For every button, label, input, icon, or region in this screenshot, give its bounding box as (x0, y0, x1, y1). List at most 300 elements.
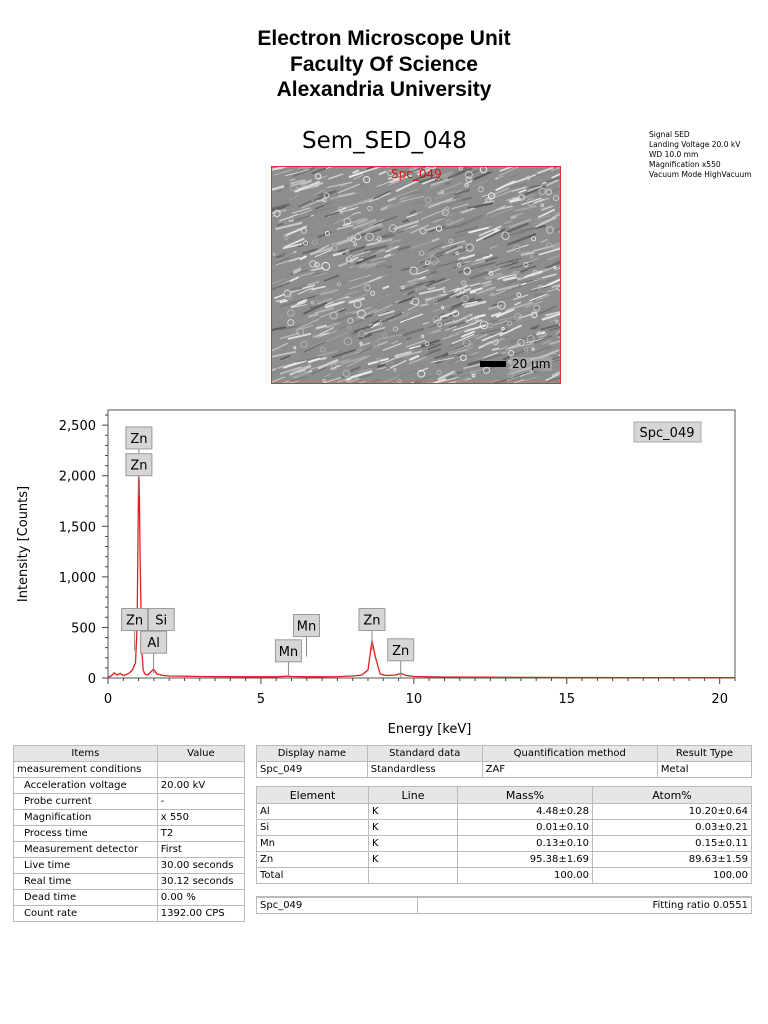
texture-stroke (556, 380, 560, 383)
mass-cell: 100.00 (458, 868, 593, 884)
texture-stroke (403, 220, 408, 221)
texture-particle (466, 177, 471, 182)
sem-meta-line: Signal SED (649, 130, 690, 139)
texture-particle (390, 247, 393, 250)
table-row (257, 852, 752, 868)
texture-particle (475, 318, 478, 321)
texture-stroke (523, 173, 529, 175)
texture-stroke (274, 170, 292, 175)
texture-particle (323, 379, 326, 382)
texture-stroke (442, 284, 448, 286)
texture-stroke (272, 216, 274, 218)
plot-area (108, 410, 735, 678)
texture-stroke (345, 291, 358, 295)
texture-particle (354, 301, 361, 308)
element-cell: Si (257, 820, 369, 836)
texture-stroke (272, 343, 287, 353)
texture-stroke (272, 279, 284, 284)
condition-item: Live time (14, 858, 158, 874)
condition-item: Count rate (14, 906, 158, 922)
texture-particle (294, 347, 296, 349)
texture-stroke (392, 341, 398, 344)
col-header-standard-data: Standard data (367, 746, 482, 762)
texture-particle (382, 333, 387, 338)
texture-particle (555, 320, 558, 323)
texture-stroke (364, 365, 378, 370)
texture-stroke (407, 214, 417, 217)
texture-particle (354, 243, 357, 246)
texture-particle (393, 327, 397, 331)
col-header-value: Value (157, 746, 244, 762)
texture-stroke (539, 280, 559, 289)
texture-stroke (476, 221, 489, 226)
texture-particle (539, 285, 542, 288)
texture-stroke (284, 360, 305, 367)
texture-stroke (548, 171, 557, 175)
texture-particle (343, 370, 349, 376)
atom-cell: 10.20±0.64 (593, 804, 752, 820)
texture-stroke (470, 283, 481, 286)
measurement-conditions-table (13, 745, 245, 922)
x-tick-label: 20 (711, 692, 728, 707)
texture-stroke (550, 339, 560, 344)
texture-stroke (541, 240, 547, 243)
element-cell: Mn (257, 836, 369, 852)
atom-cell: 89.63±1.59 (593, 852, 752, 868)
texture-stroke (527, 258, 538, 262)
peak-label-text: Zn (130, 458, 148, 474)
sem-image-title: Sem_SED_048 (302, 128, 467, 154)
texture-stroke (404, 329, 423, 335)
line-cell: K (369, 804, 458, 820)
texture-stroke (337, 225, 353, 229)
condition-value (157, 762, 244, 778)
texture-particle (366, 233, 374, 241)
texture-stroke (399, 247, 409, 250)
condition-value: 20.00 kV (157, 778, 244, 794)
y-tick-label: 0 (87, 672, 96, 687)
texture-particle (360, 342, 362, 344)
texture-stroke (309, 314, 318, 316)
texture-stroke (277, 190, 282, 192)
texture-stroke (327, 182, 352, 187)
texture-particle (398, 380, 401, 383)
texture-stroke (317, 176, 327, 179)
sem-metadata (649, 130, 752, 180)
texture-stroke (273, 180, 288, 185)
texture-particle (371, 291, 375, 295)
condition-value: 30.12 seconds (157, 874, 244, 890)
texture-stroke (483, 281, 491, 283)
element-cell: Zn (257, 852, 369, 868)
texture-stroke (378, 335, 402, 340)
condition-item: Acceleration voltage (14, 778, 158, 794)
condition-value: - (157, 794, 244, 810)
texture-stroke (457, 372, 461, 373)
table-row (257, 836, 752, 852)
texture-stroke (433, 239, 439, 241)
texture-stroke (476, 358, 482, 360)
texture-particle (394, 368, 397, 371)
texture-particle (364, 177, 370, 183)
table-row (14, 778, 245, 794)
texture-stroke (374, 216, 397, 224)
texture-stroke (383, 286, 388, 288)
texture-particle (368, 206, 372, 210)
condition-value: 30.00 seconds (157, 858, 244, 874)
element-cell: Total (257, 868, 369, 884)
texture-stroke (302, 202, 315, 207)
texture-stroke (272, 272, 275, 275)
eds-spectrum-chart (0, 400, 768, 745)
texture-particle (337, 283, 340, 286)
texture-stroke (491, 246, 497, 248)
texture-stroke (512, 349, 528, 355)
texture-stroke (301, 256, 306, 258)
texture-stroke (351, 367, 360, 371)
texture-particle (554, 266, 556, 268)
fitting-ratio: Fitting ratio 0.0551 (417, 897, 751, 914)
sem-micrograph (271, 166, 561, 384)
x-axis-label: Energy [keV] (387, 722, 472, 737)
texture-stroke (357, 192, 361, 194)
texture-particle (420, 228, 426, 234)
texture-stroke (272, 282, 290, 289)
texture-particle (480, 167, 486, 173)
table-row (14, 810, 245, 826)
table-row (257, 804, 752, 820)
texture-stroke (524, 377, 537, 381)
texture-particle (441, 306, 443, 308)
texture-stroke (317, 326, 326, 328)
peak-label-text: Al (147, 636, 160, 652)
table-row (257, 897, 752, 914)
texture-stroke (539, 334, 546, 337)
texture-stroke (504, 221, 512, 223)
line-cell: K (369, 820, 458, 836)
texture-stroke (410, 241, 435, 249)
texture-stroke (388, 267, 392, 268)
texture-stroke (309, 290, 314, 292)
quantification-results-table (256, 786, 752, 884)
sem-meta-line: Vacuum Mode HighVacuum (649, 170, 752, 179)
footer-spectrum-name: Spc_049 (257, 897, 418, 914)
texture-stroke (519, 190, 525, 193)
table-row (257, 762, 752, 778)
texture-particle (531, 255, 533, 257)
sem-meta-line: Magnification x550 (649, 160, 721, 169)
peak-label-text: Zn (126, 613, 144, 629)
result-type-cell: Metal (657, 762, 751, 778)
texture-stroke (552, 174, 559, 177)
texture-stroke (283, 381, 288, 383)
university-name: Alexandria University (276, 78, 492, 101)
texture-particle (273, 253, 275, 255)
texture-stroke (424, 266, 428, 267)
peak-label-text: Si (155, 613, 168, 629)
texture-stroke (445, 183, 450, 184)
texture-stroke (296, 319, 319, 330)
peak-label-text: Mn (278, 644, 299, 660)
texture-stroke (410, 356, 418, 359)
texture-stroke (379, 172, 385, 174)
col-header-line: Line (369, 787, 458, 804)
texture-stroke (408, 292, 414, 295)
texture-stroke (360, 335, 371, 339)
legend-label: Spc_049 (639, 426, 695, 441)
y-tick-label: 2,500 (58, 419, 96, 435)
texture-stroke (377, 293, 392, 299)
mass-cell: 4.48±0.28 (458, 804, 593, 820)
texture-stroke (552, 357, 559, 360)
texture-stroke (522, 278, 543, 283)
table-row (257, 868, 752, 884)
texture-particle (332, 246, 337, 251)
texture-particle (532, 348, 534, 350)
condition-item: Magnification (14, 810, 158, 826)
texture-particle (509, 350, 514, 355)
texture-stroke (399, 370, 415, 377)
table-row (14, 842, 245, 858)
texture-particle (402, 286, 404, 288)
texture-stroke (329, 174, 343, 179)
texture-stroke (342, 282, 347, 284)
texture-stroke (551, 188, 560, 192)
texture-stroke (312, 340, 329, 345)
texture-stroke (504, 357, 509, 359)
col-header-atom: Atom% (593, 787, 752, 804)
texture-stroke (395, 359, 403, 361)
texture-stroke (416, 322, 420, 324)
texture-stroke (432, 331, 440, 333)
condition-value: 1392.00 CPS (157, 906, 244, 922)
col-header-quant-method: Quantification method (482, 746, 657, 762)
texture-stroke (495, 295, 517, 301)
texture-stroke (494, 321, 507, 325)
texture-stroke (378, 365, 384, 367)
texture-stroke (490, 208, 514, 217)
texture-stroke (536, 294, 543, 296)
condition-item: measurement conditions (14, 762, 158, 778)
texture-stroke (558, 265, 560, 267)
table-row (14, 762, 245, 778)
condition-item: Probe current (14, 794, 158, 810)
texture-stroke (325, 276, 339, 281)
texture-stroke (432, 272, 436, 274)
texture-stroke (423, 379, 445, 383)
texture-stroke (474, 173, 489, 180)
texture-particle (502, 328, 504, 330)
texture-particle (330, 312, 337, 319)
texture-particle (364, 285, 370, 291)
texture-particle (425, 197, 431, 203)
texture-stroke (423, 323, 429, 324)
texture-particle (437, 370, 441, 374)
texture-stroke (453, 234, 467, 238)
texture-particle (348, 326, 351, 329)
x-tick-label: 10 (405, 692, 423, 707)
scale-bar (480, 361, 506, 367)
texture-stroke (428, 288, 434, 289)
texture-stroke (372, 380, 380, 382)
texture-stroke (508, 238, 526, 245)
texture-stroke (443, 260, 463, 266)
sem-meta-line: Landing Voltage 20.0 kV (649, 140, 741, 149)
texture-stroke (481, 380, 506, 383)
texture-particle (412, 298, 419, 305)
texture-particle (301, 341, 307, 347)
table-row (14, 858, 245, 874)
texture-stroke (312, 287, 325, 290)
fitting-footer-table (256, 896, 752, 914)
texture-stroke (280, 301, 287, 303)
texture-stroke (510, 184, 526, 188)
texture-particle (443, 211, 445, 213)
faculty-name: Faculty Of Science (290, 52, 478, 76)
col-header-items: Items (14, 746, 158, 762)
texture-particle (301, 228, 306, 233)
texture-stroke (312, 268, 324, 271)
texture-stroke (548, 256, 559, 260)
x-tick-label: 0 (103, 692, 113, 707)
texture-stroke (554, 210, 560, 214)
texture-particle (553, 195, 558, 200)
texture-stroke (336, 314, 355, 321)
y-tick-label: 2,000 (58, 469, 96, 485)
texture-stroke (374, 191, 390, 199)
texture-stroke (515, 175, 536, 183)
texture-particle (419, 251, 424, 256)
report-header (0, 26, 768, 103)
col-header-element: Element (257, 787, 369, 804)
element-cell: Al (257, 804, 369, 820)
texture-stroke (547, 288, 557, 291)
texture-stroke (429, 199, 453, 208)
display-info-table (256, 745, 752, 778)
texture-particle (547, 227, 554, 234)
texture-stroke (421, 304, 428, 305)
condition-item: Measurement detector (14, 842, 158, 858)
sem-meta-line: WD 10.0 mm (649, 150, 699, 159)
texture-particle (311, 301, 314, 304)
texture-stroke (379, 226, 383, 228)
texture-stroke (520, 266, 535, 272)
mass-cell: 95.38±1.69 (458, 852, 593, 868)
texture-stroke (347, 200, 369, 208)
col-header-display-name: Display name (257, 746, 368, 762)
peak-label-text: Zn (363, 613, 381, 629)
texture-stroke (324, 240, 334, 244)
texture-stroke (388, 330, 405, 335)
standard-data-cell: Standardless (367, 762, 482, 778)
texture-stroke (504, 277, 516, 280)
spectrum-spot-label: Spc_049 (391, 167, 442, 181)
texture-stroke (388, 198, 395, 201)
texture-stroke (300, 273, 313, 277)
texture-stroke (443, 336, 453, 339)
x-tick-label: 5 (256, 692, 266, 707)
texture-stroke (278, 224, 283, 226)
texture-stroke (349, 275, 371, 281)
texture-stroke (417, 270, 428, 274)
table-row (257, 820, 752, 836)
texture-stroke (324, 374, 330, 377)
texture-stroke (387, 265, 393, 266)
unit-name: Electron Microscope Unit (257, 27, 511, 50)
peak-label-text: Zn (130, 431, 148, 447)
texture-particle (302, 184, 305, 187)
texture-particle (320, 347, 325, 352)
texture-stroke (471, 288, 482, 291)
texture-stroke (410, 211, 415, 213)
texture-stroke (401, 382, 419, 383)
texture-particle (348, 318, 353, 323)
line-cell: K (369, 852, 458, 868)
texture-stroke (513, 197, 519, 198)
texture-stroke (353, 171, 358, 173)
micrograph-texture (272, 167, 560, 383)
texture-particle (288, 310, 294, 316)
texture-stroke (511, 213, 523, 216)
condition-value: 0.00 % (157, 890, 244, 906)
y-axis-label: Intensity [Counts] (16, 485, 31, 603)
texture-stroke (462, 198, 471, 201)
condition-item: Dead time (14, 890, 158, 906)
texture-stroke (377, 265, 386, 267)
display-name-cell: Spc_049 (257, 762, 368, 778)
condition-item: Real time (14, 874, 158, 890)
condition-value: First (157, 842, 244, 858)
y-tick-label: 500 (71, 621, 96, 637)
atom-cell: 0.15±0.11 (593, 836, 752, 852)
texture-stroke (474, 180, 488, 186)
condition-value: x 550 (157, 810, 244, 826)
texture-stroke (420, 289, 443, 294)
y-tick-label: 1,500 (58, 520, 96, 536)
table-row (14, 906, 245, 922)
texture-stroke (434, 265, 442, 269)
texture-particle (322, 262, 330, 270)
texture-stroke (515, 302, 521, 304)
texture-particle (355, 234, 361, 240)
table-row (14, 890, 245, 906)
col-header-result-type: Result Type (657, 746, 751, 762)
col-header-mass: Mass% (458, 787, 593, 804)
texture-particle (421, 335, 423, 337)
texture-particle (541, 204, 544, 207)
table-row (14, 874, 245, 890)
condition-item: Process time (14, 826, 158, 842)
quant-method-cell: ZAF (482, 762, 657, 778)
line-cell: K (369, 836, 458, 852)
scale-bar-label: 20 µm (512, 357, 551, 371)
line-cell (369, 868, 458, 884)
texture-stroke (550, 297, 560, 302)
texture-particle (358, 310, 366, 318)
texture-stroke (407, 338, 411, 340)
texture-particle (312, 240, 317, 245)
peak-label-text: Mn (296, 619, 317, 635)
texture-stroke (434, 309, 439, 311)
texture-stroke (425, 349, 439, 355)
texture-particle (488, 323, 492, 327)
atom-cell: 0.03±0.21 (593, 820, 752, 836)
texture-stroke (312, 168, 326, 173)
texture-stroke (272, 377, 285, 382)
texture-stroke (294, 216, 310, 220)
x-tick-label: 15 (558, 692, 576, 707)
atom-cell: 100.00 (593, 868, 752, 884)
